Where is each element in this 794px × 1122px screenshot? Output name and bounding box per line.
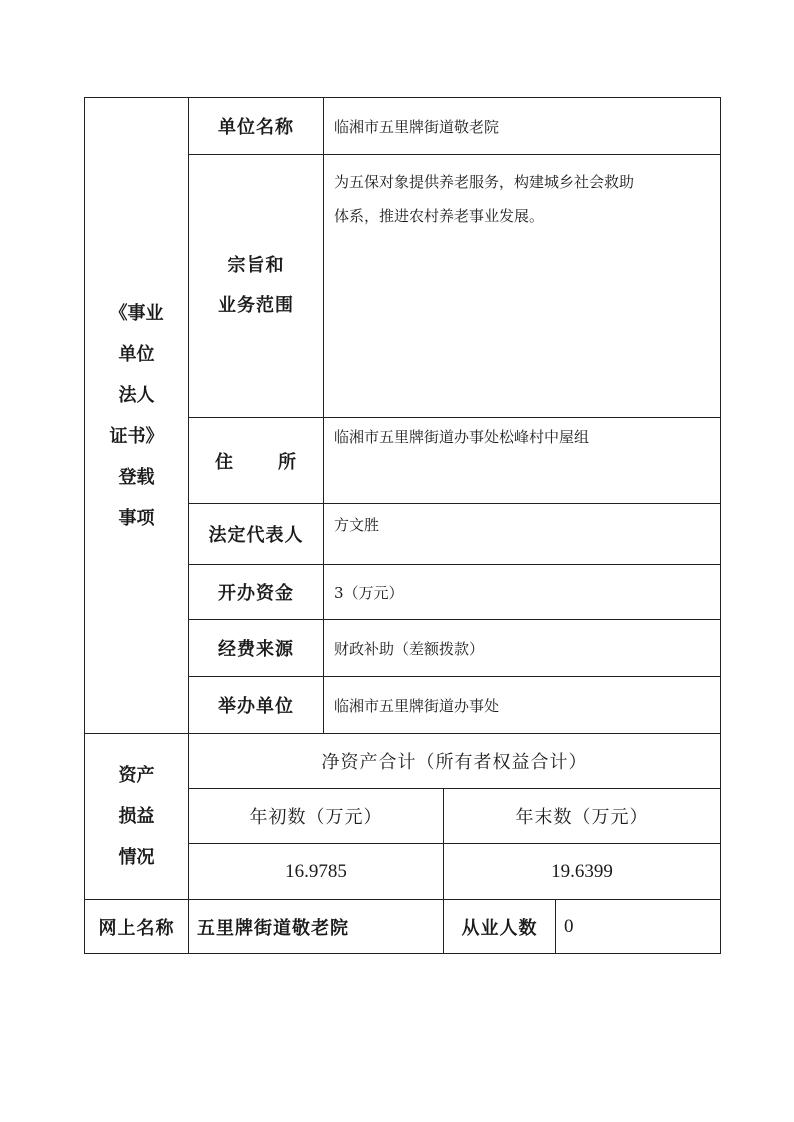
- purpose-label-line: 宗旨和: [227, 255, 285, 276]
- end-of-year-label: 年末数（万元）: [444, 789, 721, 844]
- staff-count-value: 0: [556, 900, 721, 954]
- capital-value: 3（万元）: [324, 565, 721, 620]
- unit-name-label: 单位名称: [189, 98, 324, 155]
- net-assets-title: 净资产合计（所有者权益合计）: [189, 734, 721, 789]
- registration-form: [84, 97, 721, 954]
- funding-value: 财政补助（差额拨款）: [324, 620, 721, 677]
- residence-label: [189, 418, 324, 504]
- purpose-label-line: 业务范围: [218, 295, 294, 316]
- online-name-value: 五里牌街道敬老院: [189, 900, 444, 954]
- section-label-line: 事项: [118, 507, 155, 529]
- begin-of-year-label: 年初数（万元）: [189, 789, 444, 844]
- assets-label-line: 损益: [118, 806, 155, 827]
- staff-count-label: 从业人数: [444, 900, 556, 954]
- purpose-value: [324, 155, 721, 418]
- section-label-line: 法人: [118, 384, 155, 406]
- section-label-line: 证书》: [109, 425, 164, 447]
- sponsor-value: 临湘市五里牌街道办事处: [324, 677, 721, 734]
- certificate-section-label: [85, 98, 189, 734]
- end-of-year-value: 19.6399: [444, 844, 721, 900]
- begin-of-year-value: 16.9785: [189, 844, 444, 900]
- assets-label-line: 情况: [118, 847, 155, 868]
- unit-name-value: 临湘市五里牌街道敬老院: [324, 98, 721, 155]
- funding-label: 经费来源: [189, 620, 324, 677]
- assets-section-label: [85, 734, 189, 900]
- purpose-line: 为五保对象提供养老服务，构建城乡社会救助: [334, 173, 635, 191]
- online-name-label: 网上名称: [85, 900, 189, 954]
- residence-label-char: 住: [215, 451, 234, 473]
- legal-rep-label: 法定代表人: [189, 504, 324, 565]
- legal-rep-value: 方文胜: [324, 504, 721, 565]
- section-label-line: 单位: [118, 343, 155, 365]
- section-label-line: 《事业: [109, 302, 164, 324]
- purpose-label: [189, 155, 324, 418]
- assets-label-line: 资产: [118, 765, 155, 786]
- capital-label: 开办资金: [189, 565, 324, 620]
- section-label-line: 登载: [118, 466, 155, 488]
- residence-value: 临湘市五里牌街道办事处松峰村中屋组: [324, 418, 721, 504]
- sponsor-label: 举办单位: [189, 677, 324, 734]
- residence-label-char: 所: [278, 451, 297, 473]
- purpose-line: 体系，推进农村养老事业发展。: [334, 207, 545, 225]
